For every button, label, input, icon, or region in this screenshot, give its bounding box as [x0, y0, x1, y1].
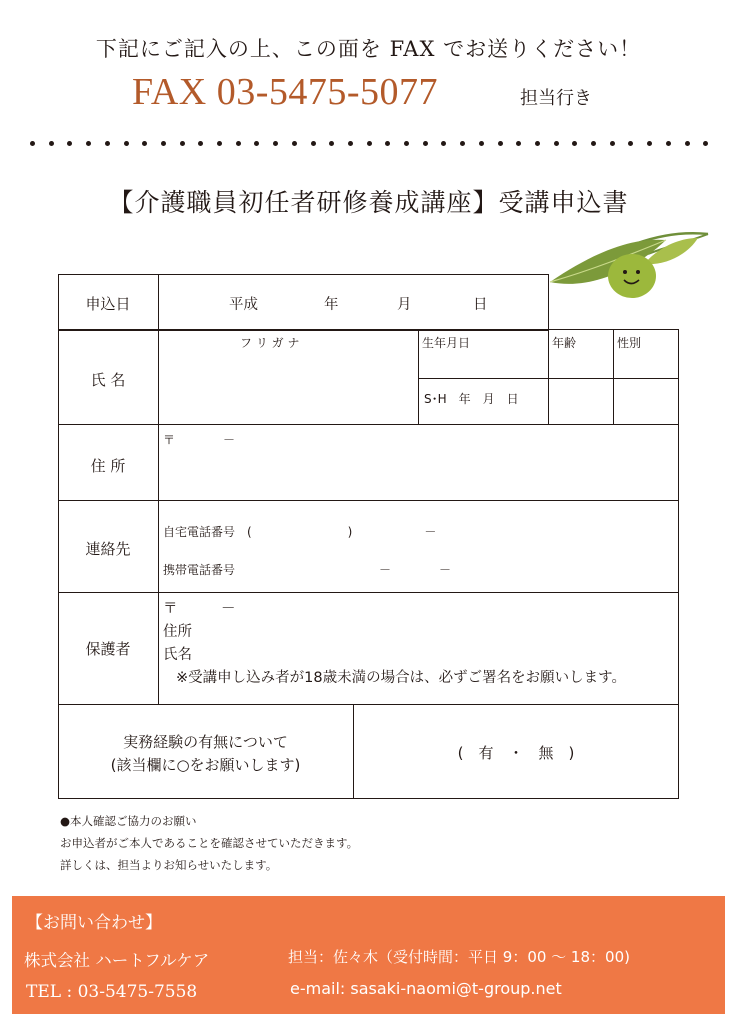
- divider-dot: [404, 141, 409, 146]
- form-title: 【介護職員初任者研修養成講座】受講申込書: [108, 188, 629, 217]
- divider-dot: [329, 141, 334, 146]
- divider-dot: [348, 141, 353, 146]
- fax-recipient: 担当行き: [520, 88, 592, 109]
- guardian-postal: 〒 －: [163, 601, 236, 617]
- divider-dot: [124, 141, 129, 146]
- divider-dot: [67, 141, 72, 146]
- divider-dot: [479, 141, 484, 146]
- mobile-phone-label: 携帯電話番号 － －: [163, 563, 452, 577]
- home-phone-label: 自宅電話番号 ( ) －: [163, 525, 437, 539]
- divider-dot: [441, 141, 446, 146]
- name-label: 氏 名: [90, 371, 126, 389]
- identity-notes: [60, 810, 358, 876]
- guardian-address-label: 住所: [163, 624, 192, 640]
- experience-label-line1: 実務経験の有無について: [123, 733, 288, 751]
- divider-dot: [610, 141, 615, 146]
- divider-dot: [460, 141, 465, 146]
- cell-divider: [613, 329, 614, 424]
- contact-label: 連絡先: [85, 540, 131, 558]
- row-divider: [58, 592, 679, 593]
- divider-dot: [273, 141, 278, 146]
- notes-heading: ●本人確認ご協力のお願い: [60, 814, 197, 828]
- row-divider: [58, 500, 679, 501]
- email-address: e-mail: sasaki-naomi@t-group.net: [290, 979, 562, 998]
- divider-dot: [367, 141, 372, 146]
- divider-dot: [703, 141, 708, 146]
- label-column-divider: [158, 274, 159, 704]
- date-year: 年: [324, 297, 339, 313]
- cell-divider: [548, 329, 549, 424]
- divider-dot: [647, 141, 652, 146]
- divider-dot: [572, 141, 577, 146]
- fax-number: FAX 03-5475-5077: [132, 71, 439, 113]
- divider-dot: [311, 141, 316, 146]
- divider-dot: [236, 141, 241, 146]
- address-label: 住 所: [90, 457, 126, 475]
- guardian-name-label: 氏名: [163, 647, 192, 663]
- divider-dot: [628, 141, 633, 146]
- divider-dot: [49, 141, 54, 146]
- experience-label-line2: (該当欄に○をお願いします): [110, 756, 301, 774]
- divider-dot: [161, 141, 166, 146]
- divider-dot: [30, 141, 35, 146]
- divider-dot: [142, 141, 147, 146]
- divider-dot: [105, 141, 110, 146]
- guardian-label: 保護者: [85, 640, 131, 658]
- footer-heading: 【お問い合わせ】: [26, 913, 162, 933]
- divider-dot: [254, 141, 259, 146]
- notes-line: 詳しくは、担当よりお知らせいたします。: [60, 858, 278, 872]
- divider-dot: [292, 141, 297, 146]
- date-day: 日: [473, 297, 488, 313]
- fax-instruction: 下記にご記入の上、この面を FAX でお送りください！: [95, 37, 642, 61]
- divider-dot: [385, 141, 390, 146]
- divider-dot: [217, 141, 222, 146]
- age-label: 年齢: [552, 336, 577, 350]
- gender-label: 性別: [617, 336, 642, 350]
- notes-line: お申込者がご本人であることを確認させていただきます。: [60, 836, 359, 850]
- application-date-label: 申込日: [85, 295, 131, 313]
- divider-dot: [423, 141, 428, 146]
- divider-dot: [180, 141, 185, 146]
- divider-dot: [198, 141, 203, 146]
- olive-leaf-icon: [548, 224, 712, 320]
- divider-dot: [516, 141, 521, 146]
- contact-footer: [12, 896, 725, 1014]
- divider-dot: [535, 141, 540, 146]
- birthdate-label: 生年月日: [422, 336, 471, 350]
- divider-dot: [86, 141, 91, 146]
- divider-dot: [685, 141, 690, 146]
- company-name: 株式会社 ハートフルケア: [24, 951, 210, 970]
- birthdate-format: S･H 年 月 日: [424, 392, 519, 406]
- experience-options: ( 有 ・ 無 ): [457, 744, 575, 762]
- date-month: 月: [397, 297, 412, 313]
- divider-dot: [666, 141, 671, 146]
- contact-person: 担当：佐々木（受付時間：平日 9：00 〜 18：00): [288, 948, 630, 966]
- phone-number: TEL : 03-5475-7558: [26, 982, 198, 1002]
- address-postal: 〒 －: [163, 433, 236, 447]
- cell-divider: [418, 329, 419, 424]
- guardian-note: ※受講申し込み者が18歳未満の場合は、必ずご署名をお願いします。: [176, 670, 626, 686]
- furigana-label: フ リ ガ ナ: [240, 336, 300, 350]
- divider-dot: [591, 141, 596, 146]
- date-era: 平成: [229, 297, 258, 313]
- divider-dot: [554, 141, 559, 146]
- dotted-divider: [30, 141, 710, 149]
- row-divider: [58, 704, 679, 705]
- divider-dot: [498, 141, 503, 146]
- row-divider: [58, 424, 679, 425]
